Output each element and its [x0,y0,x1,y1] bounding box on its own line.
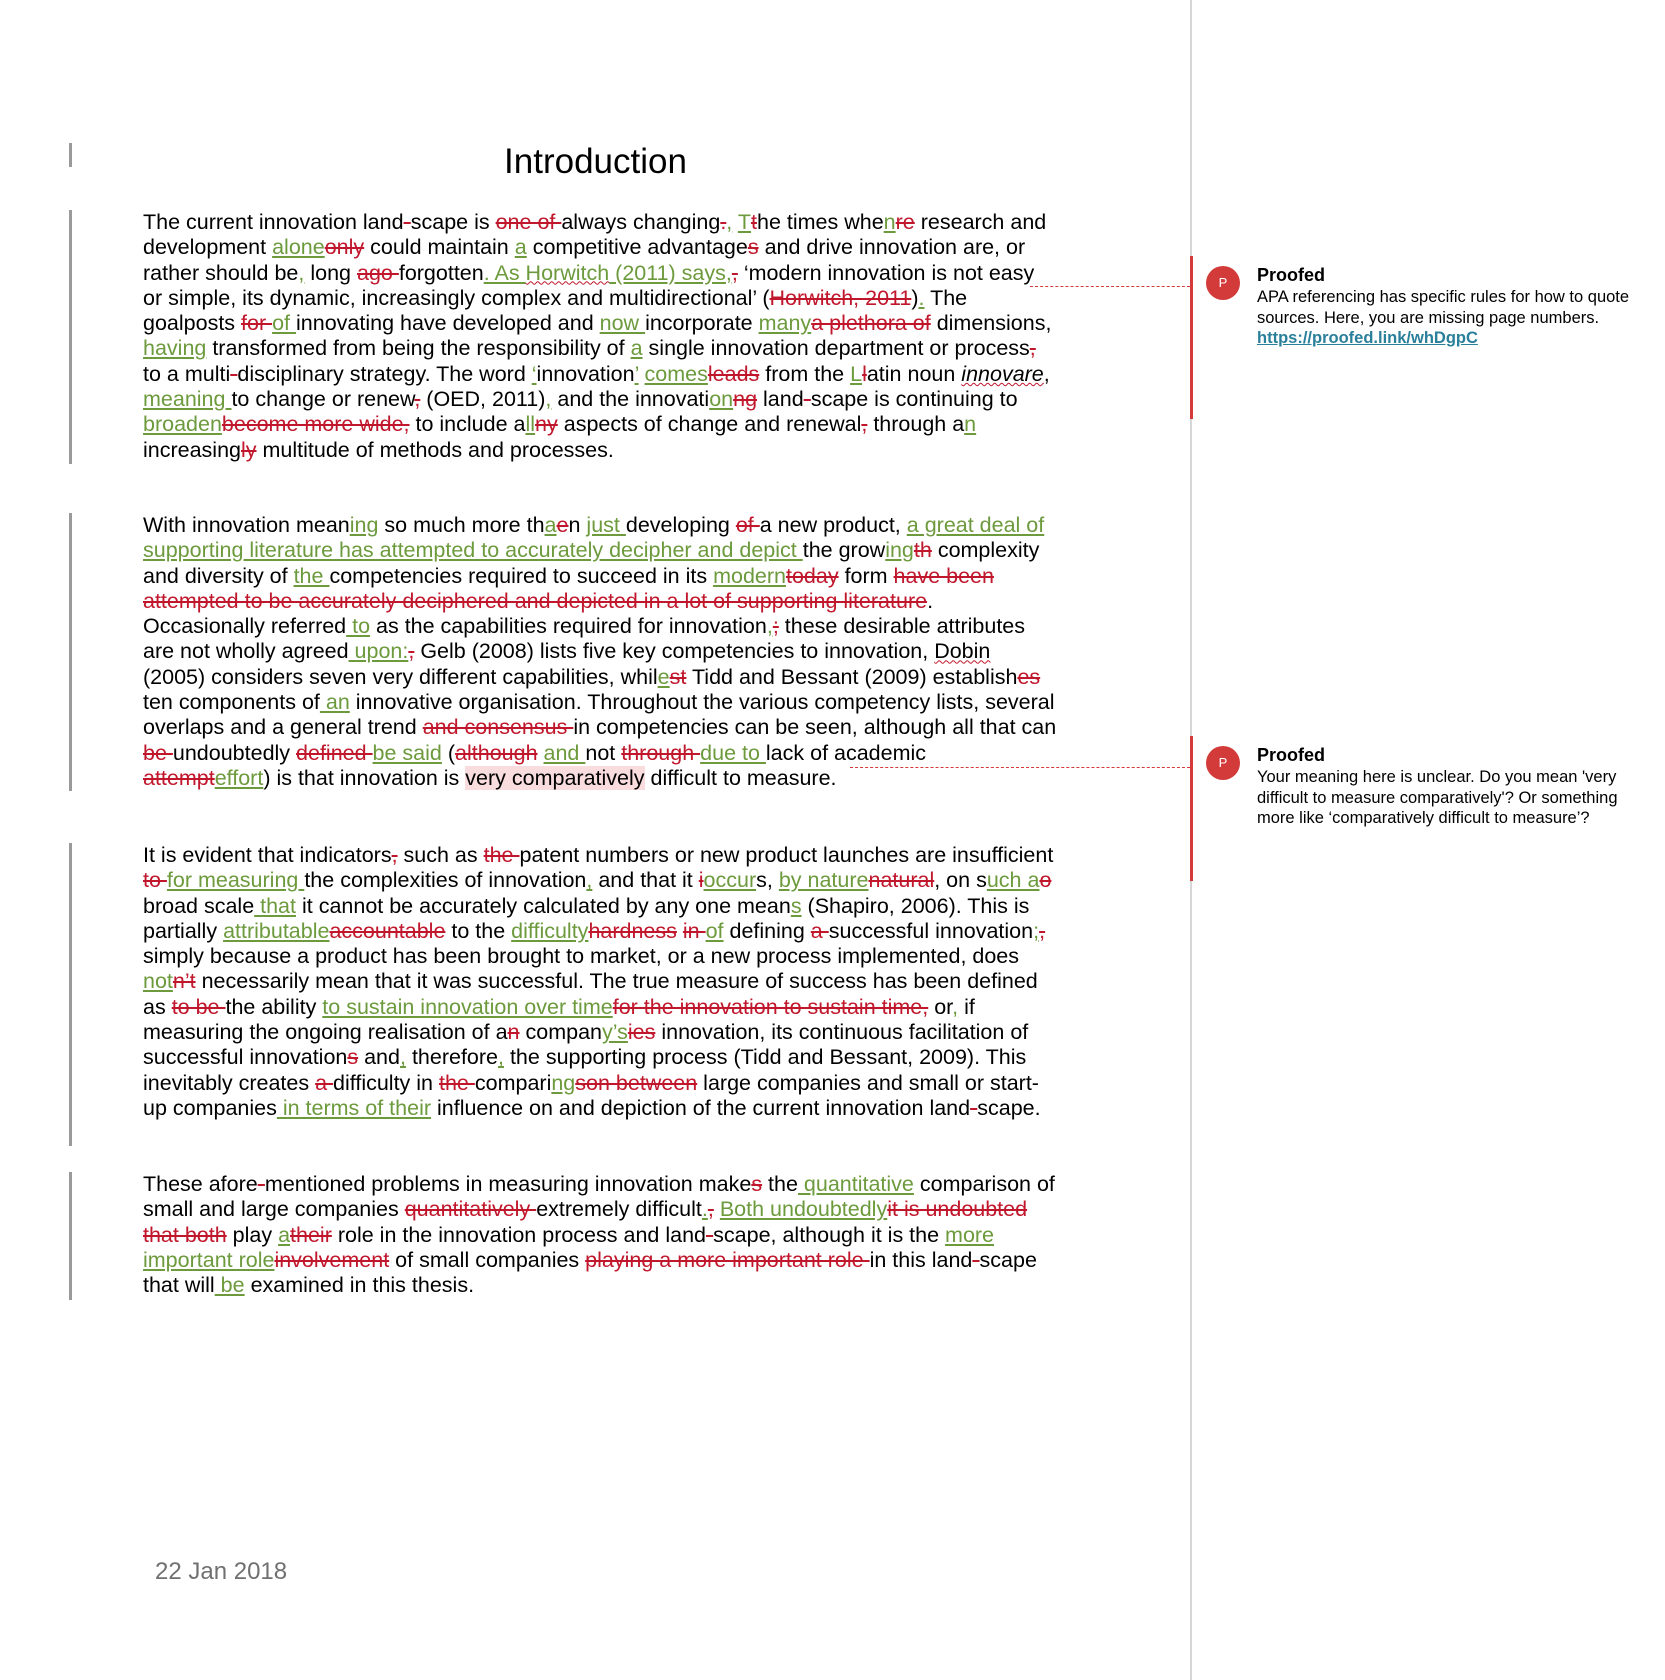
text-run: defining [723,918,811,943]
inserted-text: , [725,260,732,285]
deleted-text: natural [868,868,935,893]
inserted-text: having [143,336,207,361]
inserted-text: be said [372,740,442,765]
inserted-text: , [766,614,773,639]
inserted-text: many [758,311,812,336]
text-run: multitude of methods and processes. [256,437,614,462]
text-run: scape is [410,210,496,234]
text-run: examined in this thesis. [244,1273,475,1298]
text-run: disciplinary strategy. The word [237,361,532,386]
text-run: increasing [143,437,241,462]
inserted-flagged-text: Horwitch [525,260,610,285]
text-run: These afore [143,1172,258,1196]
inserted-text: , [399,1045,406,1070]
text-run: and the innovati [551,387,710,412]
text-run: so much more th [378,513,545,537]
text-run: incorporate [645,311,759,336]
text-run: complexity and diversity of [143,538,1040,588]
text-run: (2005) considers seven very different capabilities, whil [143,664,658,689]
deleted-text: ago [356,260,399,285]
text-run: ) [911,285,919,310]
text-run: innovation [536,361,635,386]
deleted-text: - [403,210,411,234]
deleted-text: , [391,843,398,867]
inserted-text: a [278,1222,291,1247]
deleted-text: it is undoubted that both [143,1197,1028,1247]
deleted-text: s [347,1045,359,1070]
deleted-text: ly [241,437,257,462]
text-run: large companies and small or start-up companies [143,1070,1039,1120]
inserted-text: now [599,311,646,336]
inserted-text: on [709,387,734,412]
inserted-text: alone [272,235,325,260]
comment-1-avatar: P [1206,266,1240,300]
text-run: or [928,994,953,1019]
inserted-text: . As [483,260,526,285]
inserted-text: ng [551,1070,576,1095]
deleted-text: their [290,1222,332,1247]
inserted-text: broaden [143,412,222,437]
deleted-text: in [682,918,706,943]
inserted-text: a [544,513,557,537]
deleted-text: o [1039,868,1052,893]
paragraph-4-change-bar [69,1172,72,1300]
comment-1-leader [1030,286,1190,287]
inserted-text: T [737,210,752,234]
deleted-text: th [913,538,932,563]
text-run: (Shapiro, 2006). This is partially [143,893,1030,943]
deleted-text: ; [772,614,779,639]
inserted-text: upon: [348,639,409,664]
text-run: always changing [561,210,721,234]
text-run: Tidd and Bessant (2009) establish [686,664,1018,689]
text-run: scape, although it is the [713,1222,946,1247]
inserted-text: attributable [223,918,330,943]
text-run: scape. [977,1095,1041,1120]
deleted-text: although [455,740,538,765]
text-run: extremely difficult [536,1197,702,1222]
text-run: dimensions, [930,311,1052,336]
text-run: play [226,1222,279,1247]
deleted-text: quantitatively [404,1197,537,1222]
text-run: to include a [409,412,526,437]
comment-2-leader [850,767,1190,768]
deleted-text: to be [171,994,226,1019]
text-run: n [568,513,587,537]
deleted-text: - [970,1095,978,1120]
deleted-text: a [315,1070,334,1095]
inserted-text: , [545,387,552,412]
inserted-text: , [498,1045,504,1070]
deleted-text: es [1017,664,1041,689]
text-run: in competencies can be seen, although all that can [573,715,1057,740]
inserted-text: . [918,285,925,310]
inserted-text: comes [644,361,708,386]
inserted-text: in terms of their [276,1095,432,1120]
text-run: from the [759,361,851,386]
text-run: and drive innovation are, or rather should be [143,235,1026,285]
paragraph-3 [143,843,1058,1121]
comment-2-accent-bar [1190,736,1193,881]
deleted-text: - [705,1222,714,1247]
inserted-text: ’ [634,361,639,386]
text-run: form [838,563,894,588]
text-run: innovative organisation. Throughout the various competency lists, several overlaps and a general trend [143,690,1055,740]
deleted-text: st [669,664,687,689]
deleted-text: - [803,387,811,412]
inserted-text: by nature [778,868,869,893]
title-change-bar [69,143,72,167]
deleted-text: defined [296,740,373,765]
text-run: compan [519,1020,602,1045]
text-run: influence on and depiction of the current innovation land [431,1095,971,1120]
comment-2-body [1257,767,1657,829]
deleted-text: t [751,210,757,234]
deleted-text: . [720,210,727,234]
inserted-text: ing [349,513,379,537]
text-run: , on s [934,868,987,893]
text-run: he times whe [757,210,884,234]
inserted-text: and [543,740,586,765]
text-run: long [304,260,357,285]
comment-1[interactable] [1190,256,1665,419]
inserted-text: that [254,893,296,918]
inserted-text: of [705,918,724,943]
comment-2[interactable] [1190,736,1665,881]
text-run: not [585,740,622,765]
commented-text: very comparatively [465,765,645,790]
text-run: forgotten [398,260,484,285]
inserted-text: effort [214,765,264,790]
comment-1-author: Proofed [1257,265,1326,285]
text-run: and that it [592,868,699,893]
paragraph-2-change-bar [69,513,72,791]
comment-2-avatar: P [1206,746,1240,780]
text-run: could maintain [364,235,515,260]
text-run: the [762,1172,798,1196]
deleted-text: one of [495,210,562,234]
deleted-text: - [230,361,238,386]
text-run: it cannot be accurately calculated by any one mean [296,893,791,918]
inserted-text: modern [713,563,786,588]
deleted-text: ies [627,1020,656,1045]
inserted-text: an [319,690,350,715]
inserted-text: n [883,210,896,234]
deleted-text: a [810,918,829,943]
text-run: the supporting process (Tidd and Bessant, 2009). This inevitably creates [143,1045,1027,1095]
inserted-text: not [143,969,173,994]
text-run: to a multi [143,361,231,386]
inserted-text: L [850,361,863,386]
text-run: patent numbers or new product launches are insufficient [519,843,1054,867]
text-run: Gelb (2008) lists five key competencies to innovation, [414,639,935,664]
deleted-text: son between [575,1070,698,1095]
text-run: innovating have developed and [296,311,600,336]
inserted-text: quantitative [797,1172,914,1196]
text-run: (OED, 2011) [420,387,546,412]
inserted-text: Both undoubtedly [719,1197,888,1222]
deleted-text: , [403,412,410,437]
inserted-text: more important role [143,1222,995,1272]
deleted-text: for the innovation to sustain time, [612,994,929,1019]
text-run: therefore [405,1045,498,1070]
deleted-text: the [439,1070,475,1095]
text-run: comparison of small and large companies [143,1172,1055,1222]
text-run: single innovation department or process [642,336,1030,361]
inserted-text: ‘ [531,361,537,386]
text-run: if measuring the ongoing realisation of a [143,994,975,1045]
text-run: ten components of [143,690,320,715]
inserted-text: to [346,614,371,639]
inserted-text: . [701,1197,708,1222]
inserted-text: a [514,235,527,260]
comment-1-body [1257,287,1657,349]
inserted-text: ; [1033,918,1040,943]
text-run: With innovation mean [143,513,350,537]
text-run: simply because a product has been brought to market, or a new process implemented, does [143,944,1020,969]
deleted-text: be [143,740,173,765]
text-run: competitive advantage [526,235,748,260]
deleted-text: i [698,868,704,893]
text-run: . Occasionally referred [143,588,934,639]
text-run: research and development [143,210,1047,260]
text-run: successful innovation [828,918,1034,943]
inserted-text: , [298,260,305,285]
inserted-text: , [726,210,733,234]
deleted-text: for [241,311,273,336]
deleted-text: - [972,1247,980,1272]
deleted-text: and consensus [422,715,574,740]
text-run: of small companies [389,1247,586,1272]
paragraph-1-change-bar [69,210,72,464]
deleted-text: , [707,1197,714,1222]
deleted-text: become more wide [221,412,404,437]
deleted-text: - [257,1172,265,1196]
text-run: s, [756,868,779,893]
text-run: such as [397,843,484,867]
inserted-text: e [657,664,670,689]
text-run: in this land [869,1247,973,1272]
deleted-text: involvement [274,1247,390,1272]
deleted-text: to [143,868,167,893]
text-run: broad scale [143,893,255,918]
text-run: undoubtedly [172,740,297,765]
comment-2-text: Your meaning here is unclear. Do you mean 'very difficult to measure comparatively'? Or something more like ‘comparatively difficult to measure’? [1257,768,1618,827]
inserted-text: uch a [986,868,1040,893]
deleted-text: of [735,513,760,537]
text-run: to change or renew [231,387,415,412]
text-run: The goalposts [143,285,968,336]
deleted-text: have been attempted to be accurately deciphered and depicted in a lot of supporting literature [143,563,994,613]
inserted-text: ing [885,538,914,563]
comment-1-text: APA referencing has specific rules for how to quote sources. Here, you are missing page numbers. [1257,288,1630,327]
text-run: as the capabilities required for innovation [370,614,767,639]
deleted-text: , [1029,336,1036,361]
text-run: through a [867,412,965,437]
inserted-text: difficulty [511,918,589,943]
text-run: a new product, [759,513,907,537]
inserted-text: a great deal of supporting literature has attempted to accurately decipher and depict [143,513,1045,563]
inserted-text: n [964,412,977,437]
deleted-text: , [731,260,738,285]
paragraph-3-change-bar [69,843,72,1146]
deleted-text: , [408,639,415,664]
comment-1-link[interactable]: https://proofed.link/whDgpC [1257,329,1478,347]
inserted-text: the [293,563,330,588]
inserted-text: y’s [601,1020,628,1045]
text-run: It is evident that indicators [143,843,392,867]
flagged-italic-word: innovare [961,361,1044,386]
inserted-text: for measuring [166,868,305,893]
deleted-text: , [414,387,421,412]
text-run: ‘modern innovation is not easy or simple, its dynamic, increasingly complex and multidirectional’ ( [143,260,1035,310]
text-run: difficulty in [333,1070,439,1095]
inserted-text: s [790,893,802,918]
inserted-text: of [272,311,296,336]
text-run: competencies required to succeed in its [329,563,714,588]
inserted-text: a [630,336,643,361]
text-run: these desirable attributes are not wholly agreed [143,614,1026,664]
text-run: atin noun [866,361,962,386]
text-run: the ability [225,994,323,1019]
paragraph-2 [143,513,1058,791]
text-run: compari [474,1070,552,1095]
deleted-text: re [895,210,915,234]
text-run: ) is that innovation is [263,765,466,790]
comment-2-author: Proofed [1257,745,1326,765]
text-run: scape is continuing to [810,387,1018,412]
deleted-text: , [1039,918,1046,943]
text-run: land [757,387,804,412]
inserted-text: just [586,513,626,537]
text-run: mentioned problems in measuring innovation make [264,1172,752,1196]
deleted-text: ng [733,387,758,412]
inserted-text: , [586,868,593,893]
deleted-text: n’t [172,969,196,994]
deleted-text: only [324,235,365,260]
comment-1-accent-bar [1190,256,1193,419]
deleted-text: the [483,843,520,867]
inserted-text: occur [703,868,757,893]
text-run: innovation, its continuous facilitation of successful innovation [143,1020,1029,1070]
text-run: necessarily mean that it was successful. The true measure of success has been defined as [143,969,1038,1019]
deleted-text: Horwitch, 2011 [769,285,912,310]
deleted-text: n [507,1020,520,1045]
deleted-text: s [747,235,759,260]
inserted-text: due to [700,740,766,765]
inserted-text: (2011) says [609,260,726,285]
text-run: aspects of change and renewal [557,412,862,437]
text-run: ( [441,740,456,765]
text-run: , [1043,361,1050,386]
text-run: transformed from being the responsibility of [206,336,631,361]
inserted-text: meaning [143,387,232,412]
paragraph-1 [143,210,1058,463]
text-run: lack of academic [765,740,927,765]
deleted-text: e [556,513,569,537]
document-date: 22 Jan 2018 [155,1558,288,1585]
deleted-text: through [621,740,701,765]
document-title: Introduction [504,142,687,181]
deleted-text: hardness [588,918,677,943]
text-run: developing [625,513,736,537]
inserted-text: to sustain innovation over time [322,994,613,1019]
deleted-text: accountable [329,918,446,943]
deleted-text: leads [707,361,760,386]
deleted-text: today [785,563,839,588]
text-run: the grow [802,538,886,563]
text-run: The current innovation land [143,210,404,234]
text-run: and [358,1045,400,1070]
flagged-word: Dobin [934,639,991,664]
text-run: scape that will [143,1247,1037,1298]
inserted-text: ll [525,412,536,437]
text-run: the complexities of innovation [304,868,587,893]
deleted-text: playing a more important role [585,1247,870,1272]
deleted-text: s [751,1172,763,1196]
text-run: difficult to measure. [644,765,837,790]
deleted-text: a plethora of [811,311,931,336]
text-run: role in the innovation process and land [331,1222,706,1247]
inserted-text: , [952,994,959,1019]
deleted-text: l [862,361,867,386]
deleted-text: , [861,412,868,437]
paragraph-4 [143,1172,1058,1298]
inserted-text: be [214,1273,245,1298]
deleted-text: attempt [143,765,215,790]
deleted-text: ny [535,412,558,437]
text-run: to the [445,918,512,943]
